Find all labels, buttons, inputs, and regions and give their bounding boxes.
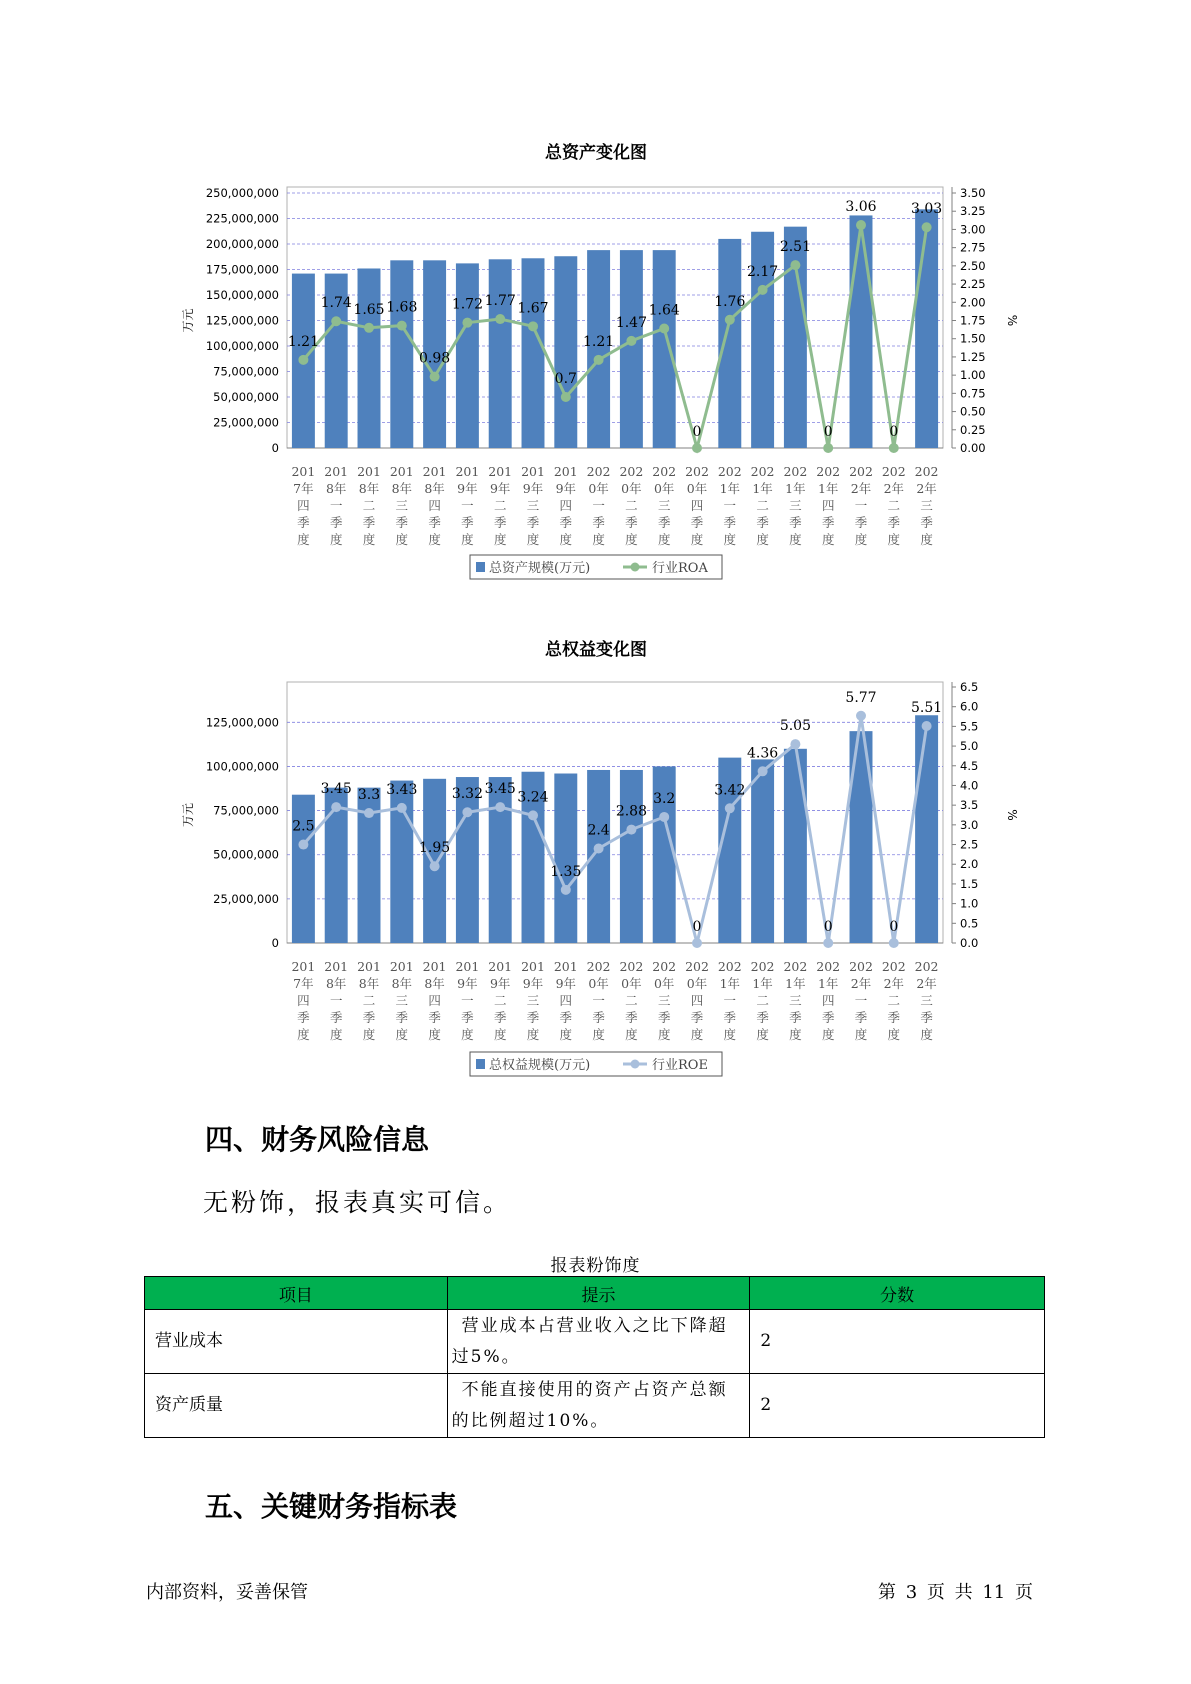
data-label: 3.42 bbox=[714, 782, 746, 799]
data-label: 0.7 bbox=[554, 371, 577, 387]
y2-tick-label: 1.0 bbox=[960, 896, 979, 911]
line-point bbox=[594, 355, 604, 365]
y-tick-label: 25,000,000 bbox=[213, 415, 279, 430]
y2-tick-label: 3.0 bbox=[960, 817, 979, 832]
x-tick-label: 202 0年四季度 bbox=[685, 464, 709, 547]
y2-tick-label: 4.0 bbox=[960, 778, 979, 793]
x-tick-label: 202 0年三季度 bbox=[652, 959, 677, 1042]
line-point bbox=[561, 885, 571, 895]
x-tick-label: 202 2年一季度 bbox=[849, 464, 873, 547]
table-row bbox=[145, 1374, 1045, 1438]
x-tick-label: 201 7年四季度 bbox=[291, 959, 316, 1042]
header-hint: 提示 bbox=[447, 1277, 750, 1310]
x-tick-label: 201 9年二季度 bbox=[488, 464, 513, 547]
total-assets-chart bbox=[0, 135, 1191, 590]
line-point bbox=[856, 220, 866, 230]
data-label: 3.43 bbox=[386, 781, 418, 798]
bar bbox=[489, 259, 512, 448]
data-label: 2.51 bbox=[779, 239, 811, 256]
legend-bar-swatch bbox=[476, 562, 485, 572]
y2-tick-label: 3.25 bbox=[960, 204, 986, 219]
bar bbox=[784, 227, 807, 448]
data-label: 3.24 bbox=[517, 789, 549, 806]
data-label: 1.47 bbox=[615, 314, 647, 331]
bar bbox=[915, 715, 938, 943]
x-tick-label: 202 1年三季度 bbox=[783, 464, 808, 547]
bar bbox=[751, 759, 774, 943]
line-point bbox=[725, 803, 735, 813]
data-label: 5.05 bbox=[779, 718, 811, 735]
y-tick-label: 225,000,000 bbox=[205, 211, 279, 226]
data-label: 5.77 bbox=[845, 689, 877, 706]
line-point bbox=[495, 802, 505, 812]
line-point bbox=[528, 321, 538, 331]
line-point bbox=[922, 222, 932, 232]
data-label: 3.3 bbox=[357, 787, 381, 804]
bar bbox=[554, 774, 577, 943]
risk-table bbox=[144, 1276, 1045, 1438]
data-label: 0.98 bbox=[419, 350, 451, 367]
table-caption: 报表粉饰度 bbox=[550, 1256, 641, 1276]
line-point bbox=[626, 336, 636, 346]
line-point bbox=[528, 810, 538, 820]
y2-tick-label: 3.50 bbox=[960, 186, 986, 200]
line-point bbox=[790, 260, 800, 270]
y2-tick-label: 2.75 bbox=[960, 240, 986, 255]
x-tick-label: 201 8年四季度 bbox=[422, 959, 447, 1042]
x-tick-label: 202 0年三季度 bbox=[652, 464, 677, 547]
legend-bar-label: 总权益规模(万元) bbox=[489, 1058, 591, 1073]
y-tick-label: 100,000,000 bbox=[205, 759, 279, 774]
data-label: 5.51 bbox=[911, 699, 943, 716]
y-tick-label: 50,000,000 bbox=[213, 847, 279, 862]
x-tick-label: 202 2年二季度 bbox=[881, 959, 906, 1042]
y2-tick-label: 3.00 bbox=[960, 222, 986, 237]
y-tick-label: 150,000,000 bbox=[205, 288, 279, 302]
data-label: 2.5 bbox=[292, 818, 315, 835]
x-tick-label: 201 8年三季度 bbox=[389, 464, 414, 547]
line-point bbox=[430, 372, 440, 382]
line-point bbox=[462, 807, 472, 817]
bar bbox=[390, 260, 413, 448]
y2-axis-title: % bbox=[1005, 314, 1019, 327]
line-point bbox=[758, 766, 768, 776]
row-hint: 不能直接使用的资产占资产总额的比例超过10%。 bbox=[447, 1374, 750, 1438]
risk-section-text: 无粉饰，报表真实可信。 bbox=[203, 1188, 512, 1217]
total-equity-chart bbox=[0, 630, 1191, 1085]
bar bbox=[522, 258, 545, 448]
bar bbox=[718, 239, 741, 448]
y-axis-title: 万元 bbox=[181, 802, 195, 828]
y-tick-label: 0 bbox=[271, 441, 279, 455]
line-point bbox=[692, 443, 702, 453]
y2-tick-label: 0.5 bbox=[960, 916, 979, 931]
y2-tick-label: 1.50 bbox=[960, 331, 986, 346]
y2-axis-title: % bbox=[1005, 809, 1019, 821]
line-point bbox=[397, 803, 407, 813]
y-tick-label: 125,000,000 bbox=[205, 715, 279, 730]
data-label: 3.32 bbox=[451, 786, 483, 803]
x-tick-label: 202 0年四季度 bbox=[685, 959, 709, 1042]
row-item: 营业成本 bbox=[145, 1310, 448, 1374]
x-tick-label: 201 9年三季度 bbox=[521, 959, 545, 1042]
y2-tick-label: 6.0 bbox=[960, 699, 979, 714]
line-point bbox=[364, 808, 374, 818]
x-tick-label: 202 1年二季度 bbox=[750, 464, 775, 547]
x-tick-label: 201 8年二季度 bbox=[357, 959, 381, 1042]
data-label: 0 bbox=[692, 424, 702, 440]
data-label: 3.06 bbox=[845, 199, 877, 216]
y-tick-label: 75,000,000 bbox=[213, 364, 279, 379]
risk-section-heading: 四、财务风险信息 bbox=[205, 1123, 430, 1156]
y-tick-label: 50,000,000 bbox=[213, 390, 279, 404]
data-label: 1.72 bbox=[451, 296, 483, 313]
line-point bbox=[364, 323, 374, 333]
data-label: 4.36 bbox=[747, 745, 779, 762]
line-point bbox=[626, 825, 636, 835]
line-point bbox=[331, 802, 341, 812]
data-label: 3.45 bbox=[320, 781, 352, 798]
line-point bbox=[561, 392, 571, 402]
data-label: 1.95 bbox=[419, 840, 451, 857]
row-score: 2 bbox=[750, 1310, 1045, 1374]
y2-tick-label: 2.00 bbox=[960, 295, 986, 310]
data-label: 0 bbox=[889, 424, 899, 440]
bar bbox=[915, 209, 938, 448]
data-label: 1.21 bbox=[583, 333, 615, 350]
data-label: 1.21 bbox=[287, 333, 319, 350]
line-point bbox=[430, 861, 440, 871]
line-point bbox=[298, 840, 308, 850]
x-tick-label: 202 1年四季度 bbox=[816, 464, 841, 547]
line-point bbox=[725, 315, 735, 325]
data-label: 1.35 bbox=[550, 863, 582, 880]
y2-tick-label: 1.25 bbox=[960, 349, 986, 364]
bar bbox=[423, 779, 446, 943]
x-tick-label: 201 8年一季度 bbox=[324, 959, 349, 1042]
y-tick-label: 125,000,000 bbox=[205, 313, 279, 328]
row-score: 2 bbox=[750, 1374, 1045, 1438]
footer-confidential: 内部资料，妥善保管 bbox=[146, 1582, 308, 1603]
row-hint: 营业成本占营业收入之比下降超过5%。 bbox=[447, 1310, 750, 1374]
line-point bbox=[790, 739, 800, 749]
x-tick-label: 201 9年一季度 bbox=[455, 959, 480, 1042]
y2-tick-label: 0.75 bbox=[960, 386, 986, 401]
data-label: 0 bbox=[823, 919, 833, 935]
data-label: 3.2 bbox=[653, 790, 676, 807]
x-tick-label: 201 7年四季度 bbox=[291, 464, 316, 547]
x-tick-label: 202 1年一季度 bbox=[717, 464, 742, 547]
legend-line-marker bbox=[631, 1060, 640, 1069]
chart-svg bbox=[0, 630, 1191, 1085]
line-point bbox=[298, 355, 308, 365]
data-label: 1.67 bbox=[517, 300, 549, 317]
legend-line-label: 行业ROE bbox=[652, 1058, 708, 1073]
data-label: 1.65 bbox=[353, 301, 385, 318]
line-point bbox=[889, 938, 899, 948]
x-tick-label: 202 1年二季度 bbox=[750, 959, 775, 1042]
line-point bbox=[758, 285, 768, 295]
y2-tick-label: 2.25 bbox=[960, 277, 986, 292]
y-tick-label: 100,000,000 bbox=[205, 339, 279, 353]
y-tick-label: 175,000,000 bbox=[205, 262, 279, 277]
y2-tick-label: 5.5 bbox=[960, 719, 979, 734]
y2-tick-label: 1.75 bbox=[960, 313, 986, 328]
bar bbox=[554, 256, 577, 448]
x-tick-label: 202 2年三季度 bbox=[914, 959, 939, 1042]
header-item: 项目 bbox=[145, 1277, 448, 1310]
data-label: 0 bbox=[889, 919, 899, 935]
legend-bar-label: 总资产规模(万元) bbox=[489, 561, 591, 576]
data-label: 2.4 bbox=[587, 822, 610, 839]
x-tick-label: 202 1年四季度 bbox=[816, 959, 841, 1042]
line-point bbox=[659, 812, 669, 822]
y2-tick-label: 2.0 bbox=[960, 857, 979, 872]
line-point bbox=[594, 843, 604, 853]
x-tick-label: 202 0年二季度 bbox=[619, 464, 644, 547]
line-point bbox=[823, 938, 833, 948]
x-tick-label: 202 1年一季度 bbox=[717, 959, 742, 1042]
y-tick-label: 200,000,000 bbox=[205, 237, 279, 251]
y2-tick-label: 1.5 bbox=[960, 876, 979, 891]
data-label: 1.68 bbox=[386, 299, 418, 316]
chart-title: 总权益变化图 bbox=[545, 640, 647, 660]
chart-legend bbox=[470, 1052, 722, 1076]
indicator-section-heading: 五、关键财务指标表 bbox=[205, 1490, 458, 1523]
x-tick-label: 201 9年四季度 bbox=[553, 464, 578, 547]
data-label: 1.74 bbox=[320, 295, 352, 312]
y2-tick-label: 0.25 bbox=[960, 422, 986, 437]
table-header-row bbox=[145, 1277, 1045, 1310]
line-point bbox=[397, 321, 407, 331]
y2-tick-label: 2.5 bbox=[960, 837, 979, 852]
data-label: 2.17 bbox=[747, 263, 779, 280]
footer-page-number: 第 3 页 共 11 页 bbox=[878, 1582, 1033, 1603]
x-tick-label: 202 2年三季度 bbox=[914, 464, 939, 547]
bar bbox=[653, 250, 676, 448]
row-item: 资产质量 bbox=[145, 1374, 448, 1438]
x-tick-label: 202 0年二季度 bbox=[619, 959, 644, 1042]
y2-tick-label: 0.0 bbox=[960, 936, 979, 950]
chart-legend bbox=[470, 555, 722, 579]
x-tick-label: 201 8年一季度 bbox=[324, 464, 349, 547]
y2-tick-label: 0.00 bbox=[960, 441, 986, 455]
chart-svg bbox=[0, 135, 1191, 590]
y2-tick-label: 4.5 bbox=[960, 758, 979, 773]
legend-bar-swatch bbox=[476, 1059, 485, 1069]
x-tick-label: 201 8年四季度 bbox=[422, 464, 447, 547]
line-point bbox=[495, 314, 505, 324]
bar bbox=[292, 795, 315, 943]
y2-tick-label: 6.5 bbox=[960, 680, 979, 694]
line-point bbox=[889, 443, 899, 453]
x-tick-label: 201 9年四季度 bbox=[553, 959, 578, 1042]
bar bbox=[489, 777, 512, 943]
header-score: 分数 bbox=[750, 1277, 1045, 1310]
x-tick-label: 202 0年一季度 bbox=[586, 464, 611, 547]
line-point bbox=[331, 316, 341, 326]
y-tick-label: 0 bbox=[271, 936, 279, 950]
bar bbox=[456, 263, 479, 448]
x-tick-label: 201 9年一季度 bbox=[455, 464, 480, 547]
y2-tick-label: 2.50 bbox=[960, 258, 986, 273]
line-point bbox=[856, 711, 866, 721]
line-point bbox=[823, 443, 833, 453]
x-tick-label: 202 2年二季度 bbox=[881, 464, 906, 547]
y-tick-label: 25,000,000 bbox=[213, 891, 279, 906]
x-tick-label: 201 9年二季度 bbox=[488, 959, 513, 1042]
y2-tick-label: 0.50 bbox=[960, 404, 986, 419]
x-tick-label: 202 1年三季度 bbox=[783, 959, 808, 1042]
bar bbox=[850, 215, 873, 448]
line-point bbox=[462, 318, 472, 328]
data-label: 3.03 bbox=[911, 201, 943, 218]
chart-title: 总资产变化图 bbox=[545, 143, 647, 163]
data-label: 0 bbox=[692, 919, 702, 935]
bar bbox=[620, 770, 643, 943]
x-tick-label: 201 8年二季度 bbox=[357, 464, 381, 547]
data-label: 1.77 bbox=[484, 293, 516, 310]
line-point bbox=[692, 938, 702, 948]
legend-line-label: 行业ROA bbox=[652, 561, 708, 576]
y-tick-label: 250,000,000 bbox=[205, 186, 279, 200]
y2-tick-label: 5.0 bbox=[960, 739, 979, 754]
y2-tick-label: 3.5 bbox=[960, 798, 979, 813]
x-tick-label: 202 0年一季度 bbox=[586, 959, 611, 1042]
y-axis-title: 万元 bbox=[181, 308, 195, 333]
table-row bbox=[145, 1310, 1045, 1374]
x-tick-label: 201 8年三季度 bbox=[389, 959, 414, 1042]
y2-tick-label: 1.00 bbox=[960, 368, 986, 383]
y-tick-label: 75,000,000 bbox=[213, 803, 279, 818]
bar bbox=[358, 268, 381, 448]
bar bbox=[784, 749, 807, 943]
data-label: 1.76 bbox=[714, 293, 746, 310]
line-point bbox=[922, 721, 932, 731]
legend-line-marker bbox=[631, 563, 640, 572]
x-tick-label: 202 2年一季度 bbox=[849, 959, 873, 1042]
data-label: 0 bbox=[823, 424, 833, 440]
bar bbox=[620, 250, 643, 448]
data-label: 1.64 bbox=[648, 302, 680, 319]
data-label: 2.88 bbox=[615, 803, 647, 820]
x-tick-label: 201 9年三季度 bbox=[521, 464, 545, 547]
data-label: 3.45 bbox=[484, 781, 516, 798]
line-point bbox=[659, 324, 669, 334]
